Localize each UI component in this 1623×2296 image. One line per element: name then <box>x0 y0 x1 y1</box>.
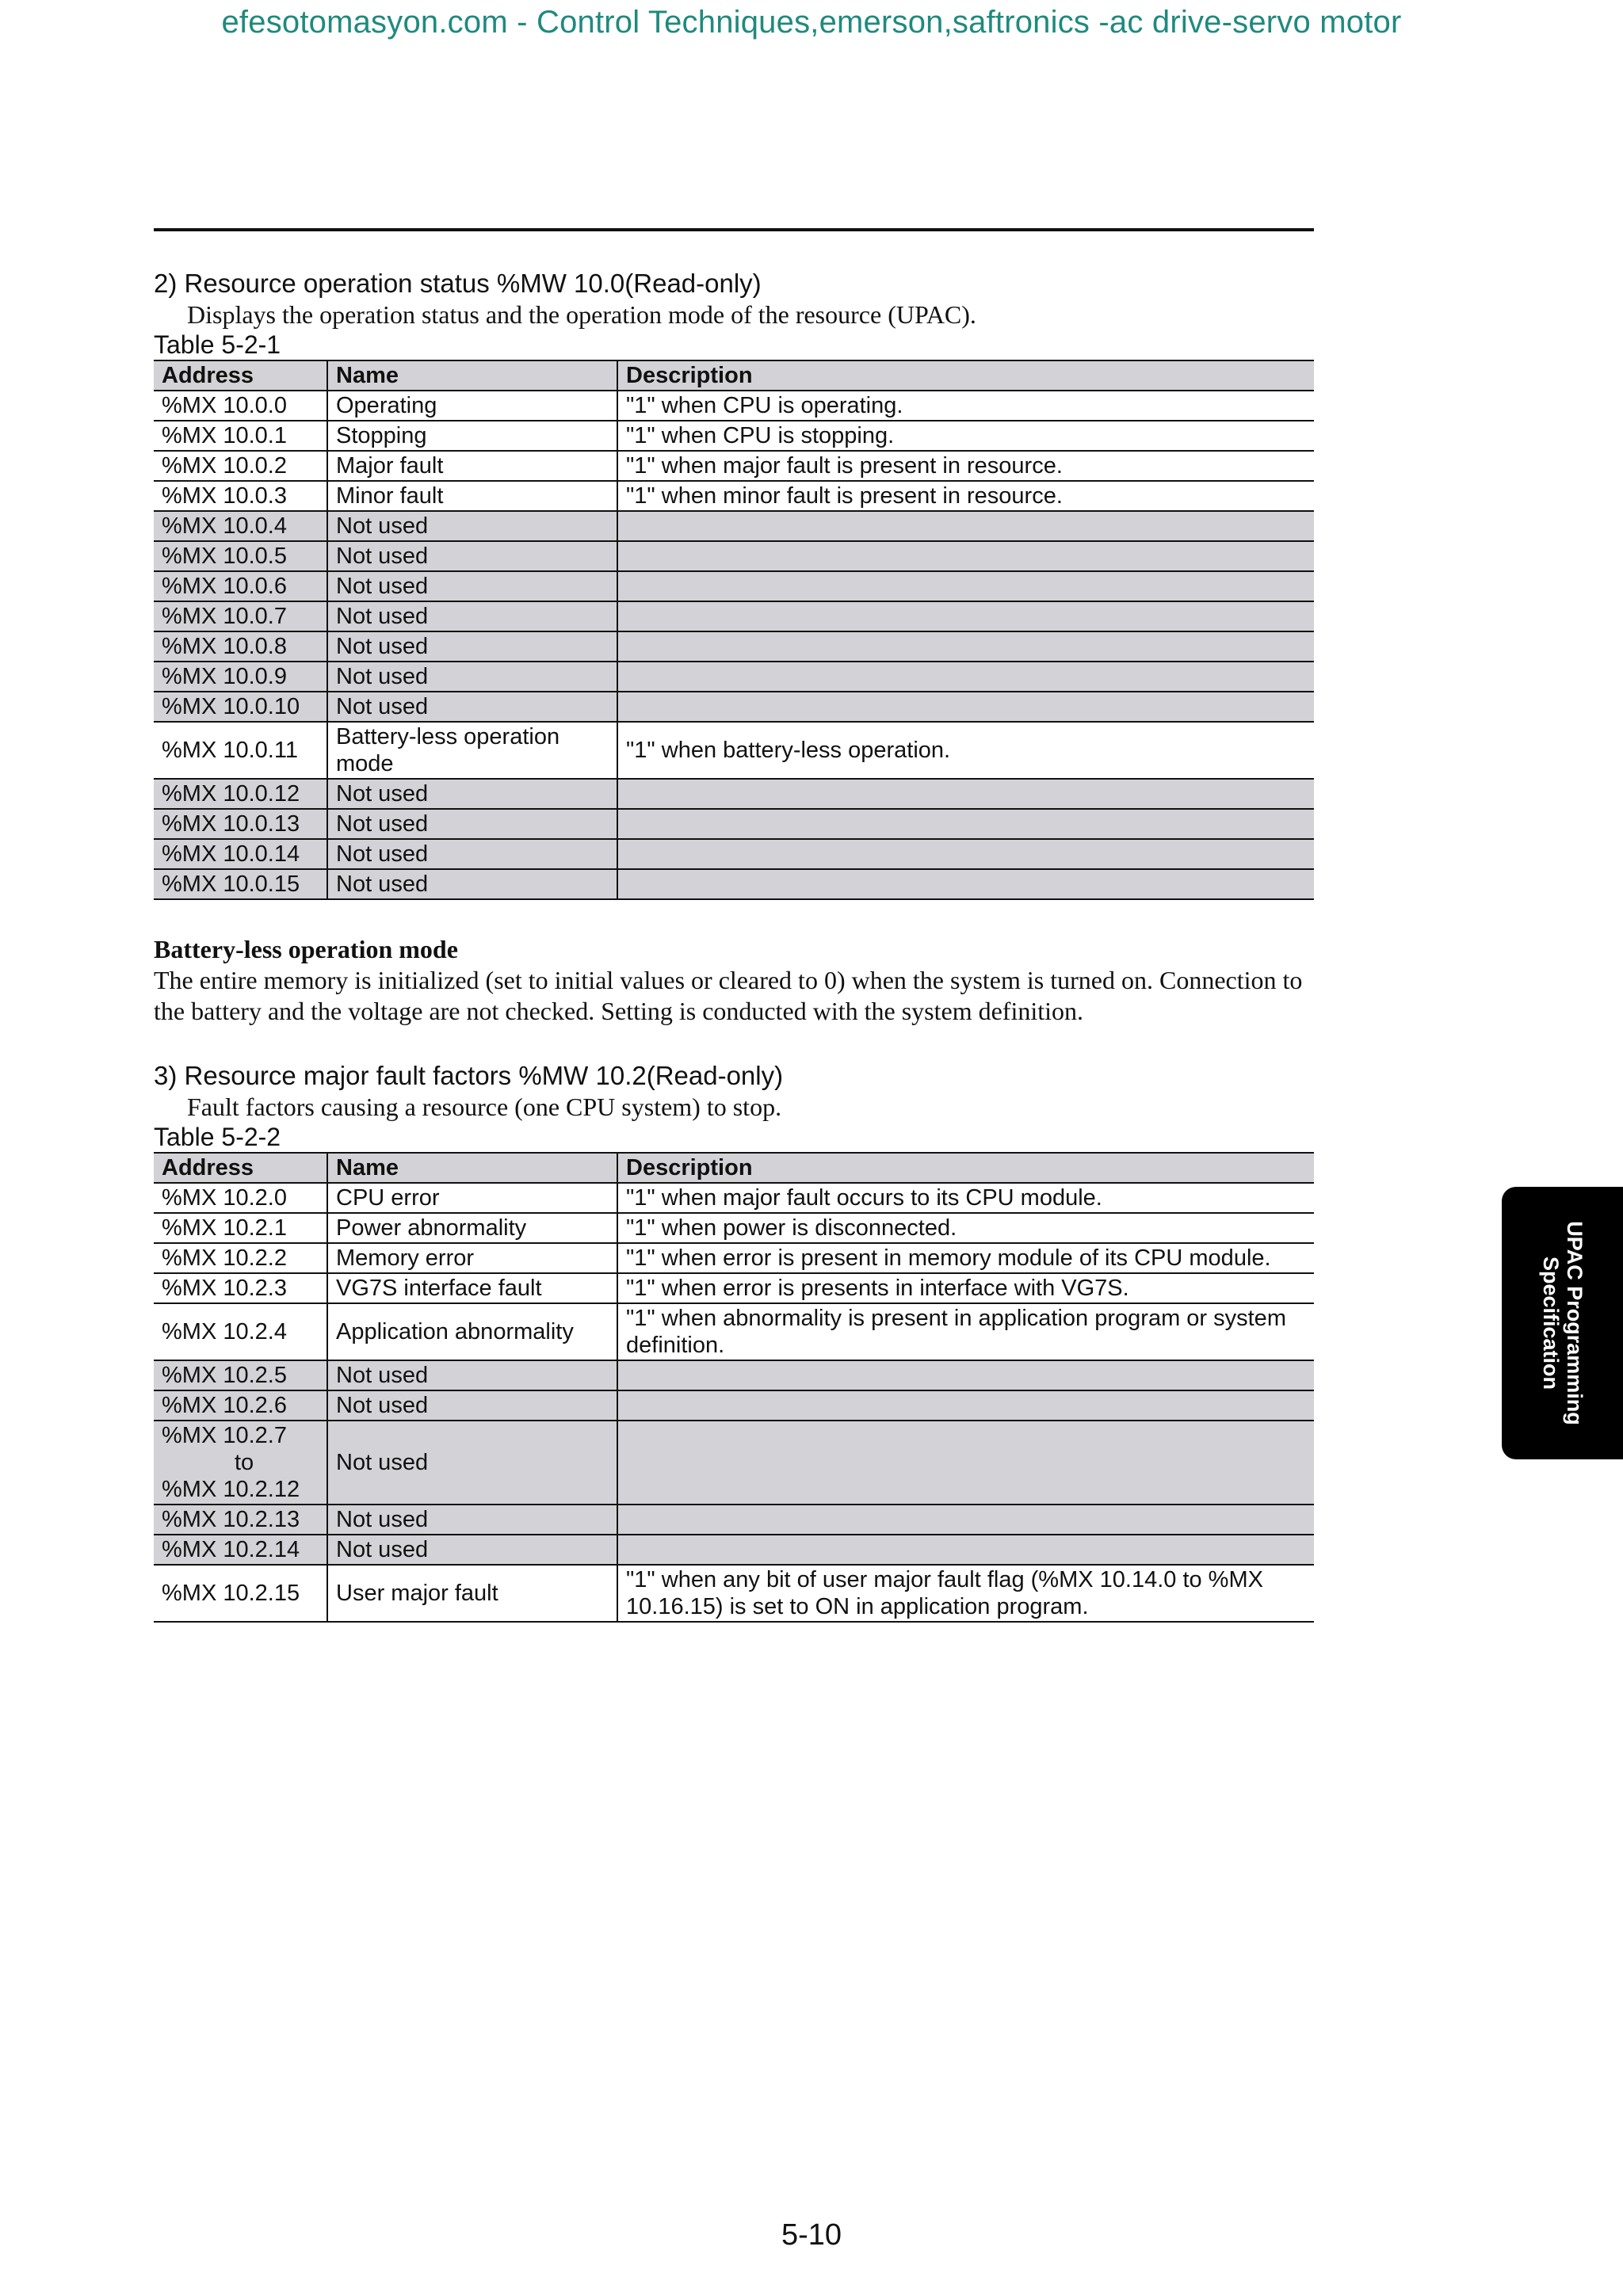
description-cell: "1" when CPU is stopping. <box>617 421 1314 451</box>
name-cell: CPU error <box>327 1183 617 1213</box>
table-5-2-1 <box>154 360 1314 900</box>
description-cell <box>617 1421 1314 1505</box>
name-cell: VG7S interface fault <box>327 1273 617 1303</box>
name-cell: Not used <box>327 839 617 869</box>
address-range-cell <box>154 1421 327 1505</box>
description-cell: "1" when abnormality is present in application program or system definition. <box>617 1303 1314 1360</box>
table-row <box>154 1303 1314 1360</box>
table-5-2-1-caption: Table 5-2-1 <box>154 330 281 359</box>
description-cell: "1" when major fault is present in resource. <box>617 451 1314 481</box>
address-cell: %MX 10.0.4 <box>154 511 327 541</box>
table-row <box>154 809 1314 839</box>
name-cell: Application abnormality <box>327 1303 617 1360</box>
side-tab-label <box>1539 1221 1587 1425</box>
table-row <box>154 571 1314 601</box>
name-cell: Not used <box>327 1360 617 1390</box>
section2-intro: Displays the operation status and the operation mode of the resource (UPAC). <box>187 300 976 329</box>
description-cell <box>617 1360 1314 1390</box>
name-cell: Battery-less operation mode <box>327 722 617 779</box>
address-cell: %MX 10.0.0 <box>154 391 327 421</box>
table-row <box>154 1565 1314 1622</box>
description-cell <box>617 662 1314 692</box>
table-row <box>154 481 1314 511</box>
table-row <box>154 779 1314 809</box>
column-header-address: Address <box>154 1153 327 1183</box>
address-cell: %MX 10.0.8 <box>154 631 327 662</box>
address-cell: %MX 10.0.1 <box>154 421 327 451</box>
name-cell: Not used <box>327 1421 617 1505</box>
name-cell: Major fault <box>327 451 617 481</box>
address-cell: %MX 10.2.4 <box>154 1303 327 1360</box>
name-cell: Not used <box>327 511 617 541</box>
top-rule <box>154 228 1314 231</box>
address-cell: %MX 10.0.10 <box>154 692 327 722</box>
name-cell: Not used <box>327 631 617 662</box>
table-row <box>154 869 1314 899</box>
table-row <box>154 541 1314 571</box>
table-row <box>154 1535 1314 1565</box>
table-row <box>154 722 1314 779</box>
address-cell: %MX 10.0.12 <box>154 779 327 809</box>
table-row <box>154 1243 1314 1273</box>
description-cell <box>617 1535 1314 1565</box>
column-header-name: Name <box>327 360 617 391</box>
table-row <box>154 601 1314 631</box>
description-cell: "1" when CPU is operating. <box>617 391 1314 421</box>
table-row <box>154 391 1314 421</box>
name-cell: Minor fault <box>327 481 617 511</box>
address-cell: %MX 10.2.13 <box>154 1505 327 1535</box>
address-range-connector: to <box>235 1450 254 1475</box>
spacer <box>154 1027 1314 1060</box>
description-cell <box>617 692 1314 722</box>
column-header-description: Description <box>617 360 1314 391</box>
address-cell: %MX 10.0.13 <box>154 809 327 839</box>
address-cell: %MX 10.2.6 <box>154 1390 327 1421</box>
name-cell: Not used <box>327 541 617 571</box>
address-cell: %MX 10.0.9 <box>154 662 327 692</box>
table-5-2-2-body <box>154 1183 1314 1622</box>
description-cell: "1" when major fault occurs to its CPU module. <box>617 1183 1314 1213</box>
address-cell: %MX 10.2.1 <box>154 1213 327 1243</box>
name-cell: Not used <box>327 1390 617 1421</box>
name-cell: Not used <box>327 1535 617 1565</box>
description-cell <box>617 839 1314 869</box>
table-5-2-1-body <box>154 391 1314 899</box>
name-cell: Not used <box>327 571 617 601</box>
side-tab-line1: UPAC Programming <box>1562 1221 1587 1425</box>
note-text: The entire memory is initialized (set to initial values or cleared to 0) when the system is turned on. Connection to the battery and the voltage are not checked. Setting is conducted with the system definition. <box>154 966 1303 1025</box>
name-cell: Not used <box>327 869 617 899</box>
address-range-end: %MX 10.2.12 <box>162 1477 300 1502</box>
table-5-2-2 <box>154 1152 1314 1623</box>
description-cell <box>617 541 1314 571</box>
address-cell: %MX 10.0.7 <box>154 601 327 631</box>
description-cell <box>617 631 1314 662</box>
side-tab-line2: Specification <box>1538 1256 1563 1390</box>
column-header-description: Description <box>617 1153 1314 1183</box>
description-cell <box>617 779 1314 809</box>
table-row <box>154 631 1314 662</box>
name-cell: Power abnormality <box>327 1213 617 1243</box>
address-cell: %MX 10.2.0 <box>154 1183 327 1213</box>
column-header-address: Address <box>154 360 327 391</box>
address-cell: %MX 10.0.5 <box>154 541 327 571</box>
table-row <box>154 839 1314 869</box>
description-cell: "1" when any bit of user major fault flag (%MX 10.14.0 to %MX 10.16.15) is set to ON in application program. <box>617 1565 1314 1622</box>
description-cell <box>617 809 1314 839</box>
name-cell: Not used <box>327 809 617 839</box>
main-content <box>154 268 1314 1623</box>
address-cell: %MX 10.2.5 <box>154 1360 327 1390</box>
section2-heading: 2) Resource operation status %MW 10.0(Read-only) <box>154 269 762 298</box>
description-cell <box>617 1505 1314 1535</box>
table-row <box>154 1390 1314 1421</box>
note-title: Battery-less operation mode <box>154 935 458 963</box>
description-cell <box>617 869 1314 899</box>
address-cell: %MX 10.0.2 <box>154 451 327 481</box>
description-cell: "1" when error is presents in interface with VG7S. <box>617 1273 1314 1303</box>
table-row <box>154 1505 1314 1535</box>
table-row <box>154 1421 1314 1505</box>
table-row <box>154 421 1314 451</box>
table-row <box>154 1360 1314 1390</box>
name-cell: Not used <box>327 1505 617 1535</box>
name-cell: Stopping <box>327 421 617 451</box>
description-cell: "1" when power is disconnected. <box>617 1213 1314 1243</box>
description-cell <box>617 571 1314 601</box>
section3-heading: 3) Resource major fault factors %MW 10.2(Read-only) <box>154 1061 784 1090</box>
address-cell: %MX 10.2.2 <box>154 1243 327 1273</box>
description-cell <box>617 511 1314 541</box>
description-cell: "1" when minor fault is present in resource. <box>617 481 1314 511</box>
table-row <box>154 451 1314 481</box>
column-header-name: Name <box>327 1153 617 1183</box>
table-header-row <box>154 360 1314 391</box>
description-cell: "1" when battery-less operation. <box>617 722 1314 779</box>
name-cell: Memory error <box>327 1243 617 1273</box>
spacer <box>154 900 1314 933</box>
chapter-side-tab <box>1502 1187 1623 1459</box>
address-cell: %MX 10.0.14 <box>154 839 327 869</box>
description-cell: "1" when error is present in memory module of its CPU module. <box>617 1243 1314 1273</box>
table-row <box>154 1183 1314 1213</box>
name-cell: User major fault <box>327 1565 617 1622</box>
address-cell: %MX 10.0.6 <box>154 571 327 601</box>
address-cell: %MX 10.2.15 <box>154 1565 327 1622</box>
address-cell: %MX 10.0.15 <box>154 869 327 899</box>
address-cell: %MX 10.2.3 <box>154 1273 327 1303</box>
name-cell: Not used <box>327 662 617 692</box>
address-cell: %MX 10.0.11 <box>154 722 327 779</box>
table-header-row <box>154 1153 1314 1183</box>
page-number: 5-10 <box>781 2218 842 2252</box>
description-cell <box>617 601 1314 631</box>
description-cell <box>617 1390 1314 1421</box>
address-cell: %MX 10.0.3 <box>154 481 327 511</box>
address-range-start: %MX 10.2.7 <box>162 1423 287 1448</box>
name-cell: Not used <box>327 692 617 722</box>
section3-intro: Fault factors causing a resource (one CPU system) to stop. <box>187 1093 782 1121</box>
name-cell: Not used <box>327 779 617 809</box>
table-row <box>154 692 1314 722</box>
name-cell: Not used <box>327 601 617 631</box>
table-row <box>154 662 1314 692</box>
table-5-2-2-caption: Table 5-2-2 <box>154 1123 281 1151</box>
table-row <box>154 1273 1314 1303</box>
table-row <box>154 1213 1314 1243</box>
header-link[interactable]: efesotomasyon.com - Control Techniques,emerson,saftronics -ac drive-servo motor <box>221 5 1402 40</box>
table-row <box>154 511 1314 541</box>
address-cell: %MX 10.2.14 <box>154 1535 327 1565</box>
name-cell: Operating <box>327 391 617 421</box>
